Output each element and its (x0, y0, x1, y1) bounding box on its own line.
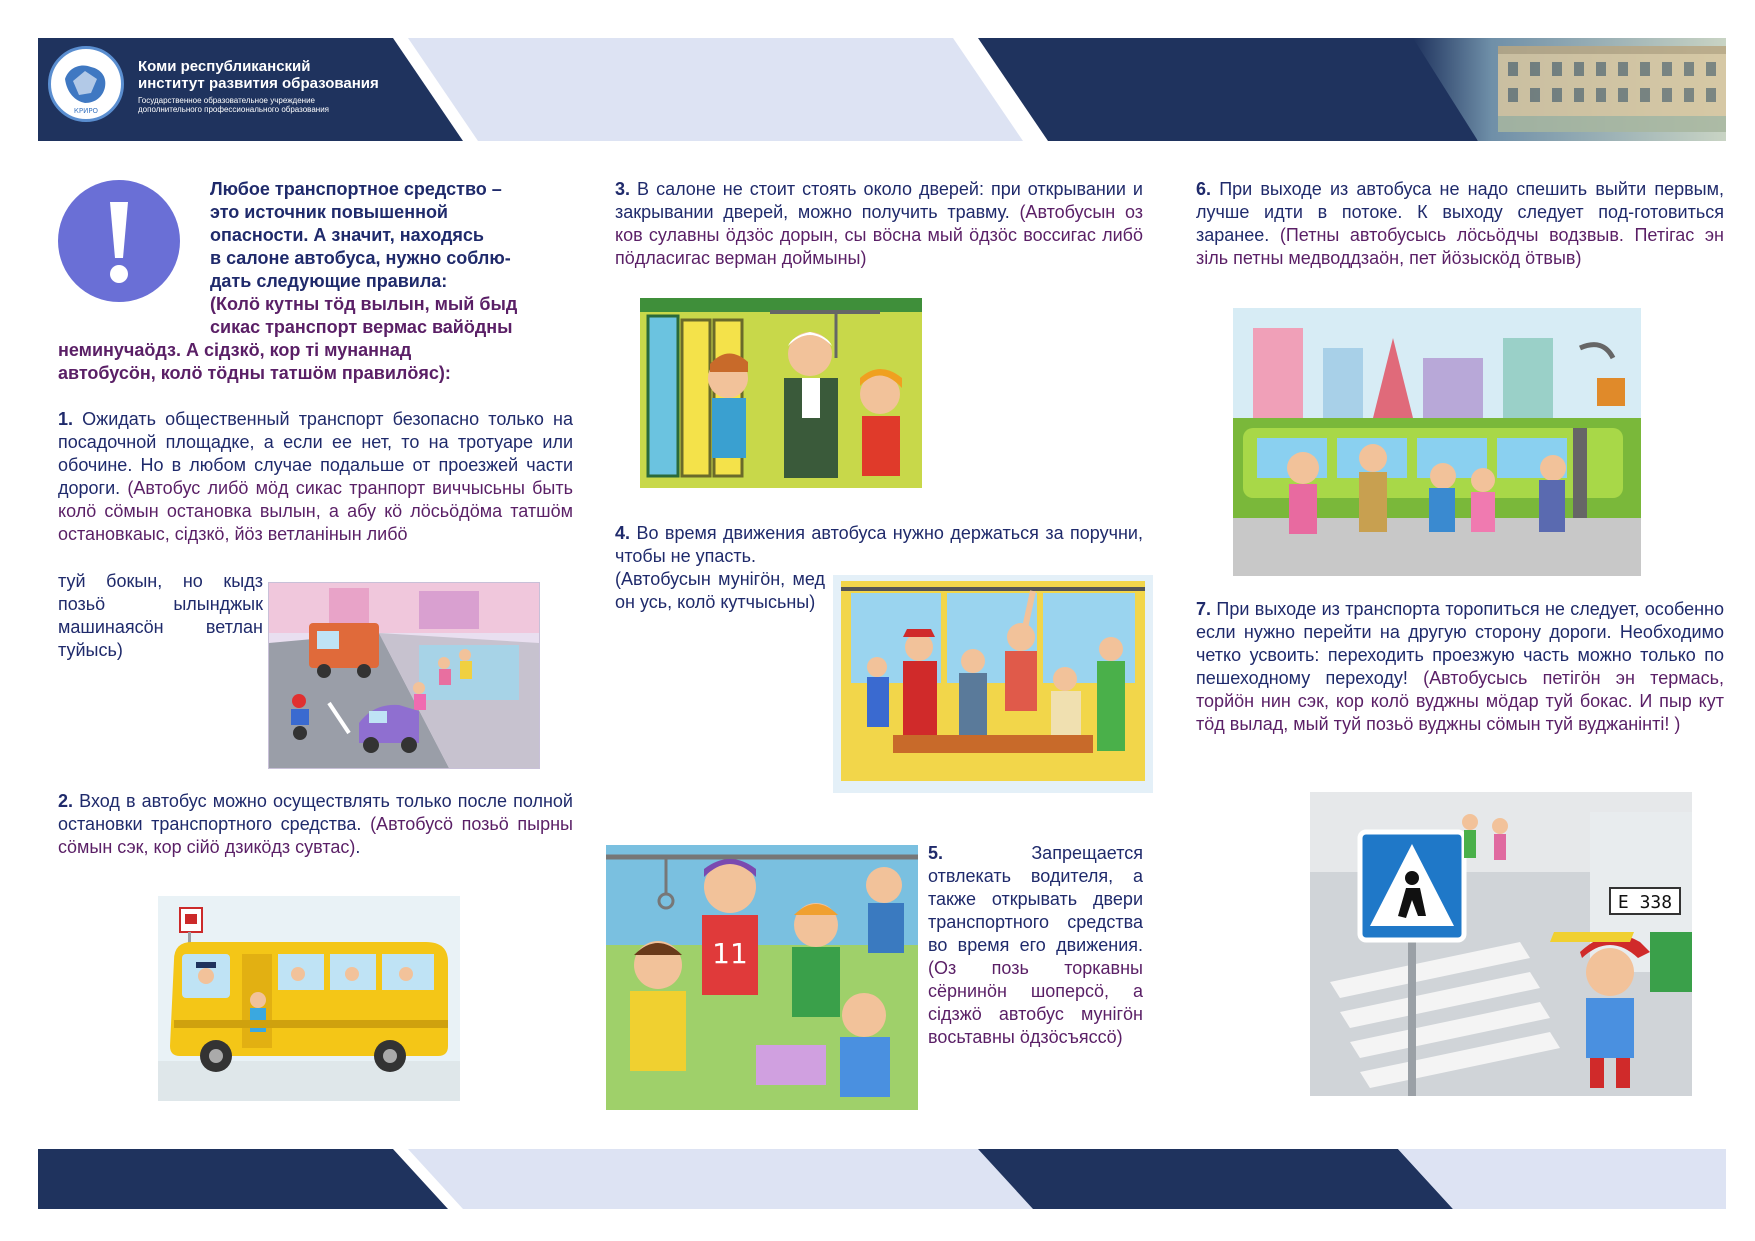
rule-komi-text: (Автобусӧ позьӧ пырны сӧмын сэк, кор сійӧ дзикӧдз сувтас) (58, 814, 573, 857)
rule-number: 1. (58, 409, 74, 429)
rule-komi-text: туй бокын, но кыдз позьӧ ылынджык машинаясӧн ветлан туйысь) (58, 571, 263, 660)
svg-text:Е 338: Е 338 (1617, 892, 1673, 913)
rule-number: 3. (615, 179, 631, 199)
rule-1-cont (58, 570, 263, 662)
rule-text: В салоне не стоит стоять около дверей: при открывании и закрывании дверей, можно получить травму. (615, 179, 1143, 222)
rule-1 (58, 408, 573, 546)
intro-komi-line: неминучаӧдз. А сідзкӧ, кор ті мунаннад (58, 340, 412, 360)
rule-number: 4. (615, 523, 631, 543)
exclamation-icon (58, 180, 180, 302)
org-name-line2: институт развития образования (138, 75, 379, 92)
intro-komi-line: автобусӧн, колӧ тӧдны татшӧм правилӧяс): (58, 363, 451, 383)
org-name (138, 58, 438, 92)
exiting-bus-illustration (1233, 308, 1641, 576)
rule-text: При выходе из автобуса не надо спешить выйти первым, лучше идти в потоке. К выходу следует под-готовиться заранее. (1196, 179, 1724, 245)
rule-4 (615, 522, 1143, 568)
exiting-bus-illustration-graphic (1233, 308, 1641, 576)
rule-4-komi (615, 568, 825, 614)
intro-line: опасности. А значит, находясь (210, 225, 484, 245)
rule-5 (928, 842, 1143, 1049)
intro-line: дать следующие правила: (210, 271, 448, 291)
rule-text: Ожидать общественный транспорт безопасно только на посадочной площадке, а если ее нет, то на тротуаре или обочине. Но в любом случае подальше от проезжей части дороги. (58, 409, 573, 498)
svg-text:КРИРО: КРИРО (73, 107, 99, 115)
footer-banner-shapes (38, 1149, 1726, 1209)
exclamation-icon-graphic (58, 180, 180, 302)
rule-number: 5. (928, 843, 944, 863)
intro-komi-line: сикас транспорт вермас вайӧдны (210, 317, 513, 337)
holding-rails-illustration-graphic (833, 575, 1153, 793)
intro-text (210, 178, 580, 339)
bus-doors-illustration (640, 298, 922, 488)
rule-number: 2. (58, 791, 74, 811)
rule-text: Во время движения автобуса нужно держаться за поручни, чтобы не упасть. (615, 523, 1143, 566)
rule-end: . (355, 837, 361, 857)
rule-number: 7. (1196, 599, 1212, 619)
rule-komi-text: (Автобусын оз ков сулавны ӧдзӧс дорын, сы вӧсна мый ӧдзӧс воссигас либӧ пӧдласигас верман доймыны) (615, 202, 1143, 268)
kids-in-bus-illustration (606, 845, 918, 1110)
rule-number: 6. (1196, 179, 1212, 199)
header-banner (38, 38, 1726, 141)
org-sub-line1: Государственное образовательное учреждение (138, 96, 315, 105)
kids-in-bus-illustration-graphic (606, 845, 918, 1110)
logo-emblem-icon (51, 49, 121, 119)
rule-komi-text: (Автобусын мунігӧн, мед он усь, колӧ кутчысьны) (615, 569, 825, 612)
svg-text:11: 11 (712, 937, 748, 970)
rule-2 (58, 790, 573, 859)
crosswalk-illustration-graphic (1310, 792, 1692, 1096)
rule-komi-text: (Оз позь торкавны сёрнинӧн шоперсӧ, а сідзжӧ автобус мунігӧн восьтавны ӧдзӧсъяссӧ) (928, 958, 1143, 1047)
crosswalk-illustration (1310, 792, 1692, 1096)
rule-text: Запрещается отвлекать водителя, а также открывать двери транспортного средства во время его движения. (928, 843, 1143, 955)
rule-6 (1196, 178, 1724, 270)
rule-komi-text: (Автобусысь петігӧн эн термась, торйӧн нин сэк, кор колӧ вуджны мӧдар туй бокас. И пыр кут тӧд вылад, мый туй позьӧ вуджны сӧмын туй вуджанінті! ) (1196, 668, 1724, 734)
bus-stop-illustration-graphic (269, 583, 539, 768)
rule-3 (615, 178, 1143, 270)
rule-komi-text: (Автобус либӧ мӧд сикас транпорт виччысьны быть колӧ сӧмын остановка вылын, а абу кӧ лӧсьӧдӧма татшӧм остановкаыс, сідзкӧ, йӧз ветлaнінын либӧ (58, 478, 573, 544)
org-name-line1: Коми республиканский (138, 58, 311, 75)
bus-doors-illustration-graphic (640, 298, 922, 488)
intro-komi-line: (Колӧ кутны тӧд вылын, мый быд (210, 294, 518, 314)
yellow-bus-illustration-graphic (158, 896, 460, 1101)
intro-line: Любое транспортное средство – (210, 179, 502, 199)
yellow-bus-illustration (158, 896, 460, 1101)
intro-line: в салоне автобуса, нужно соблю- (210, 248, 511, 268)
intro-text-cont (58, 339, 578, 385)
intro-line: это источник повышенной (210, 202, 448, 222)
rule-7 (1196, 598, 1724, 736)
holding-rails-illustration (833, 575, 1153, 793)
org-subtitle (138, 96, 398, 114)
org-sub-line2: дополнительного профессионального образования (138, 105, 330, 114)
rule-text: Вход в автобус можно осуществлять только после полной остановки транспортного средства. (58, 791, 573, 834)
footer-banner (38, 1149, 1726, 1209)
rule-text: При выходе из транспорта торопиться не следует, особенно если нужно перейти на другую сторону дороги. Необходимо четко усвоить: переходить проезжую часть можно только по пешеходному переходу! (1196, 599, 1724, 688)
logo (48, 46, 124, 122)
bus-stop-illustration (268, 582, 540, 769)
rule-komi-text: (Петны автобусысь лӧсьӧдчы водзвыв. Петігас эн зіль петны медводдзаӧн, пет йӧзыскӧд ӧтвыв) (1196, 225, 1724, 268)
